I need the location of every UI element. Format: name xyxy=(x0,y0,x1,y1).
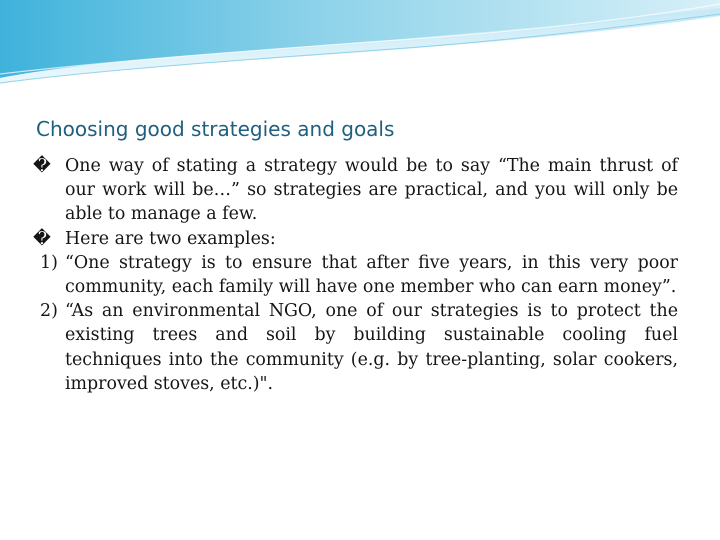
number-marker: 1) xyxy=(40,252,58,273)
slide-title: Choosing good strategies and goals xyxy=(36,117,395,141)
bullet-marker: � xyxy=(33,156,51,176)
paragraph-text: “One strategy is to ensure that after five years, in this very poor community, each family will have one member who can earn money”. xyxy=(65,252,678,298)
header-wave-decoration xyxy=(0,0,720,90)
paragraph-text: Here are two examples: xyxy=(65,228,276,249)
paragraph-text: One way of stating a strategy would be to say “The main thrust of our work will be…” so strategies are practical, and you will only be able to manage a few. xyxy=(65,156,678,225)
bullet-paragraph xyxy=(30,154,678,227)
bullet-marker: � xyxy=(33,228,51,249)
numbered-paragraph xyxy=(30,299,678,396)
numbered-paragraph xyxy=(30,251,678,299)
bullet-paragraph xyxy=(30,227,678,251)
number-marker: 2) xyxy=(40,301,58,322)
paragraph-text: “As an environmental NGO, one of our strategies is to protect the existing trees and soil by building sustainable cooling fuel techniques into the community (e.g. by tree-planting, solar cookers, improved stoves, etc.)". xyxy=(65,301,678,394)
slide-body xyxy=(30,154,678,396)
